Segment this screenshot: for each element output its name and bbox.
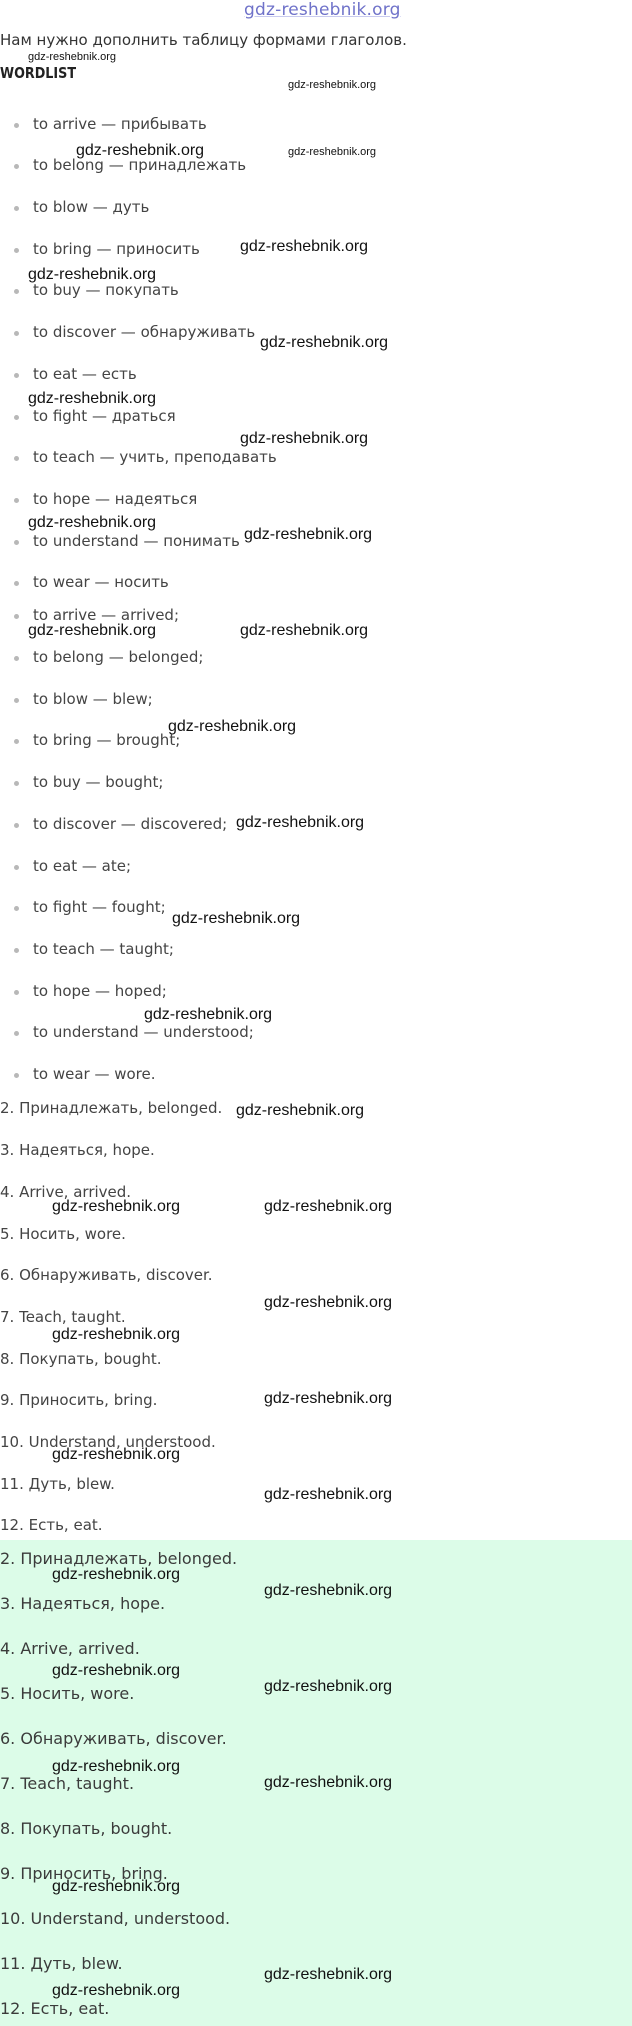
- watermark: gdz-reshebnik.org: [240, 622, 369, 639]
- watermark: gdz-reshebnik.org: [28, 266, 157, 283]
- watermark: gdz-reshebnik.org: [52, 1878, 181, 1895]
- watermark: gdz-reshebnik.org: [28, 514, 157, 531]
- watermark: gdz-reshebnik.org: [28, 622, 157, 639]
- site-logo[interactable]: gdz-reshebnik.org: [244, 0, 401, 20]
- answer-row: 6. Обнаруживать, discover.: [0, 1729, 227, 1748]
- list-item: to arrive — прибывать: [0, 115, 207, 133]
- list-item: to understand — понимать: [0, 532, 240, 550]
- watermark: gdz-reshebnik.org: [244, 526, 373, 543]
- answer-row: 3. Надеяться, hope.: [0, 1594, 166, 1613]
- watermark: gdz-reshebnik.org: [236, 814, 365, 831]
- answer-row: 12. Есть, eat.: [0, 1516, 103, 1534]
- list-item: to wear — wore.: [0, 1065, 156, 1083]
- answer-row: 10. Understand, understood.: [0, 1909, 231, 1928]
- list-item: to hope — hoped;: [0, 982, 167, 1000]
- watermark: gdz-reshebnik.org: [52, 1982, 181, 1999]
- watermark: gdz-reshebnik.org: [52, 1446, 181, 1463]
- watermark: gdz-reshebnik.org: [52, 1758, 181, 1775]
- answer-row: 6. Обнаруживать, discover.: [0, 1266, 213, 1284]
- list-item: to buy — покупать: [0, 281, 179, 299]
- watermark: gdz-reshebnik.org: [28, 390, 157, 407]
- list-item: to arrive — arrived;: [0, 606, 179, 624]
- list-item: to buy — bought;: [0, 773, 163, 791]
- watermark: gdz-reshebnik.org: [264, 1582, 393, 1599]
- list-item: to wear — носить: [0, 573, 169, 591]
- answer-row: 12. Есть, eat.: [0, 1999, 110, 2018]
- list-item: to bring — приносить: [0, 240, 200, 258]
- watermark: gdz-reshebnik.org: [260, 334, 389, 351]
- answer-row: 8. Покупать, bought.: [0, 1819, 173, 1838]
- watermark: gdz-reshebnik.org: [172, 910, 301, 927]
- answer-row: 10. Understand, understood.: [0, 1433, 216, 1451]
- intro-text: Нам нужно дополнить таблицу формами глаголов.: [0, 31, 407, 49]
- watermark: gdz-reshebnik.org: [288, 146, 377, 158]
- list-item: to belong — belonged;: [0, 648, 203, 666]
- watermark: gdz-reshebnik.org: [52, 1566, 181, 1583]
- list-item: to discover — discovered;: [0, 815, 227, 833]
- watermark: gdz-reshebnik.org: [264, 1966, 393, 1983]
- list-item: to teach — taught;: [0, 940, 174, 958]
- watermark: gdz-reshebnik.org: [236, 1102, 365, 1119]
- list-item: to discover — обнаруживать: [0, 323, 255, 341]
- answer-row: 5. Носить, wore.: [0, 1684, 135, 1703]
- list-item: to fight — fought;: [0, 898, 166, 916]
- watermark: gdz-reshebnik.org: [240, 238, 369, 255]
- answer-row: 9. Приносить, bring.: [0, 1391, 158, 1409]
- watermark: gdz-reshebnik.org: [264, 1198, 393, 1215]
- watermark: gdz-reshebnik.org: [28, 51, 117, 63]
- answer-row: 8. Покупать, bought.: [0, 1350, 162, 1368]
- answer-row: 11. Дуть, blew.: [0, 1954, 123, 1973]
- answer-row: 2. Принадлежать, belonged.: [0, 1099, 223, 1117]
- list-item: to blow — дуть: [0, 198, 149, 216]
- list-item: to fight — драться: [0, 407, 176, 425]
- list-item: to teach — учить, преподавать: [0, 448, 277, 466]
- list-item: to bring — brought;: [0, 731, 180, 749]
- watermark: gdz-reshebnik.org: [264, 1294, 393, 1311]
- answer-row: 4. Arrive, arrived.: [0, 1183, 132, 1201]
- watermark: gdz-reshebnik.org: [264, 1678, 393, 1695]
- list-item: to belong — принадлежать: [0, 156, 246, 174]
- watermark: gdz-reshebnik.org: [288, 79, 377, 91]
- wordlist-heading: WORDLIST: [0, 64, 77, 82]
- list-item: to hope — надеяться: [0, 490, 197, 508]
- answer-row: 7. Teach, taught.: [0, 1308, 126, 1326]
- answer-row: 3. Надеяться, hope.: [0, 1141, 155, 1159]
- list-item: to eat — есть: [0, 365, 137, 383]
- watermark: gdz-reshebnik.org: [264, 1390, 393, 1407]
- list-item: to blow — blew;: [0, 690, 153, 708]
- answer-row: 4. Arrive, arrived.: [0, 1639, 140, 1658]
- watermark: gdz-reshebnik.org: [168, 718, 297, 735]
- watermark: gdz-reshebnik.org: [52, 1326, 181, 1343]
- answer-row: 7. Teach, taught.: [0, 1774, 135, 1793]
- answer-row: 9. Приносить, bring.: [0, 1864, 168, 1883]
- watermark: gdz-reshebnik.org: [144, 1006, 273, 1023]
- answer-row: 5. Носить, wore.: [0, 1225, 126, 1243]
- list-item: to eat — ate;: [0, 857, 131, 875]
- answer-row: 2. Принадлежать, belonged.: [0, 1549, 238, 1568]
- watermark: gdz-reshebnik.org: [264, 1774, 393, 1791]
- watermark: gdz-reshebnik.org: [264, 1486, 393, 1503]
- watermark: gdz-reshebnik.org: [52, 1662, 181, 1679]
- list-item: to understand — understood;: [0, 1023, 254, 1041]
- watermark: gdz-reshebnik.org: [76, 142, 205, 159]
- watermark: gdz-reshebnik.org: [52, 1198, 181, 1215]
- answer-row: 11. Дуть, blew.: [0, 1475, 115, 1493]
- watermark: gdz-reshebnik.org: [240, 430, 369, 447]
